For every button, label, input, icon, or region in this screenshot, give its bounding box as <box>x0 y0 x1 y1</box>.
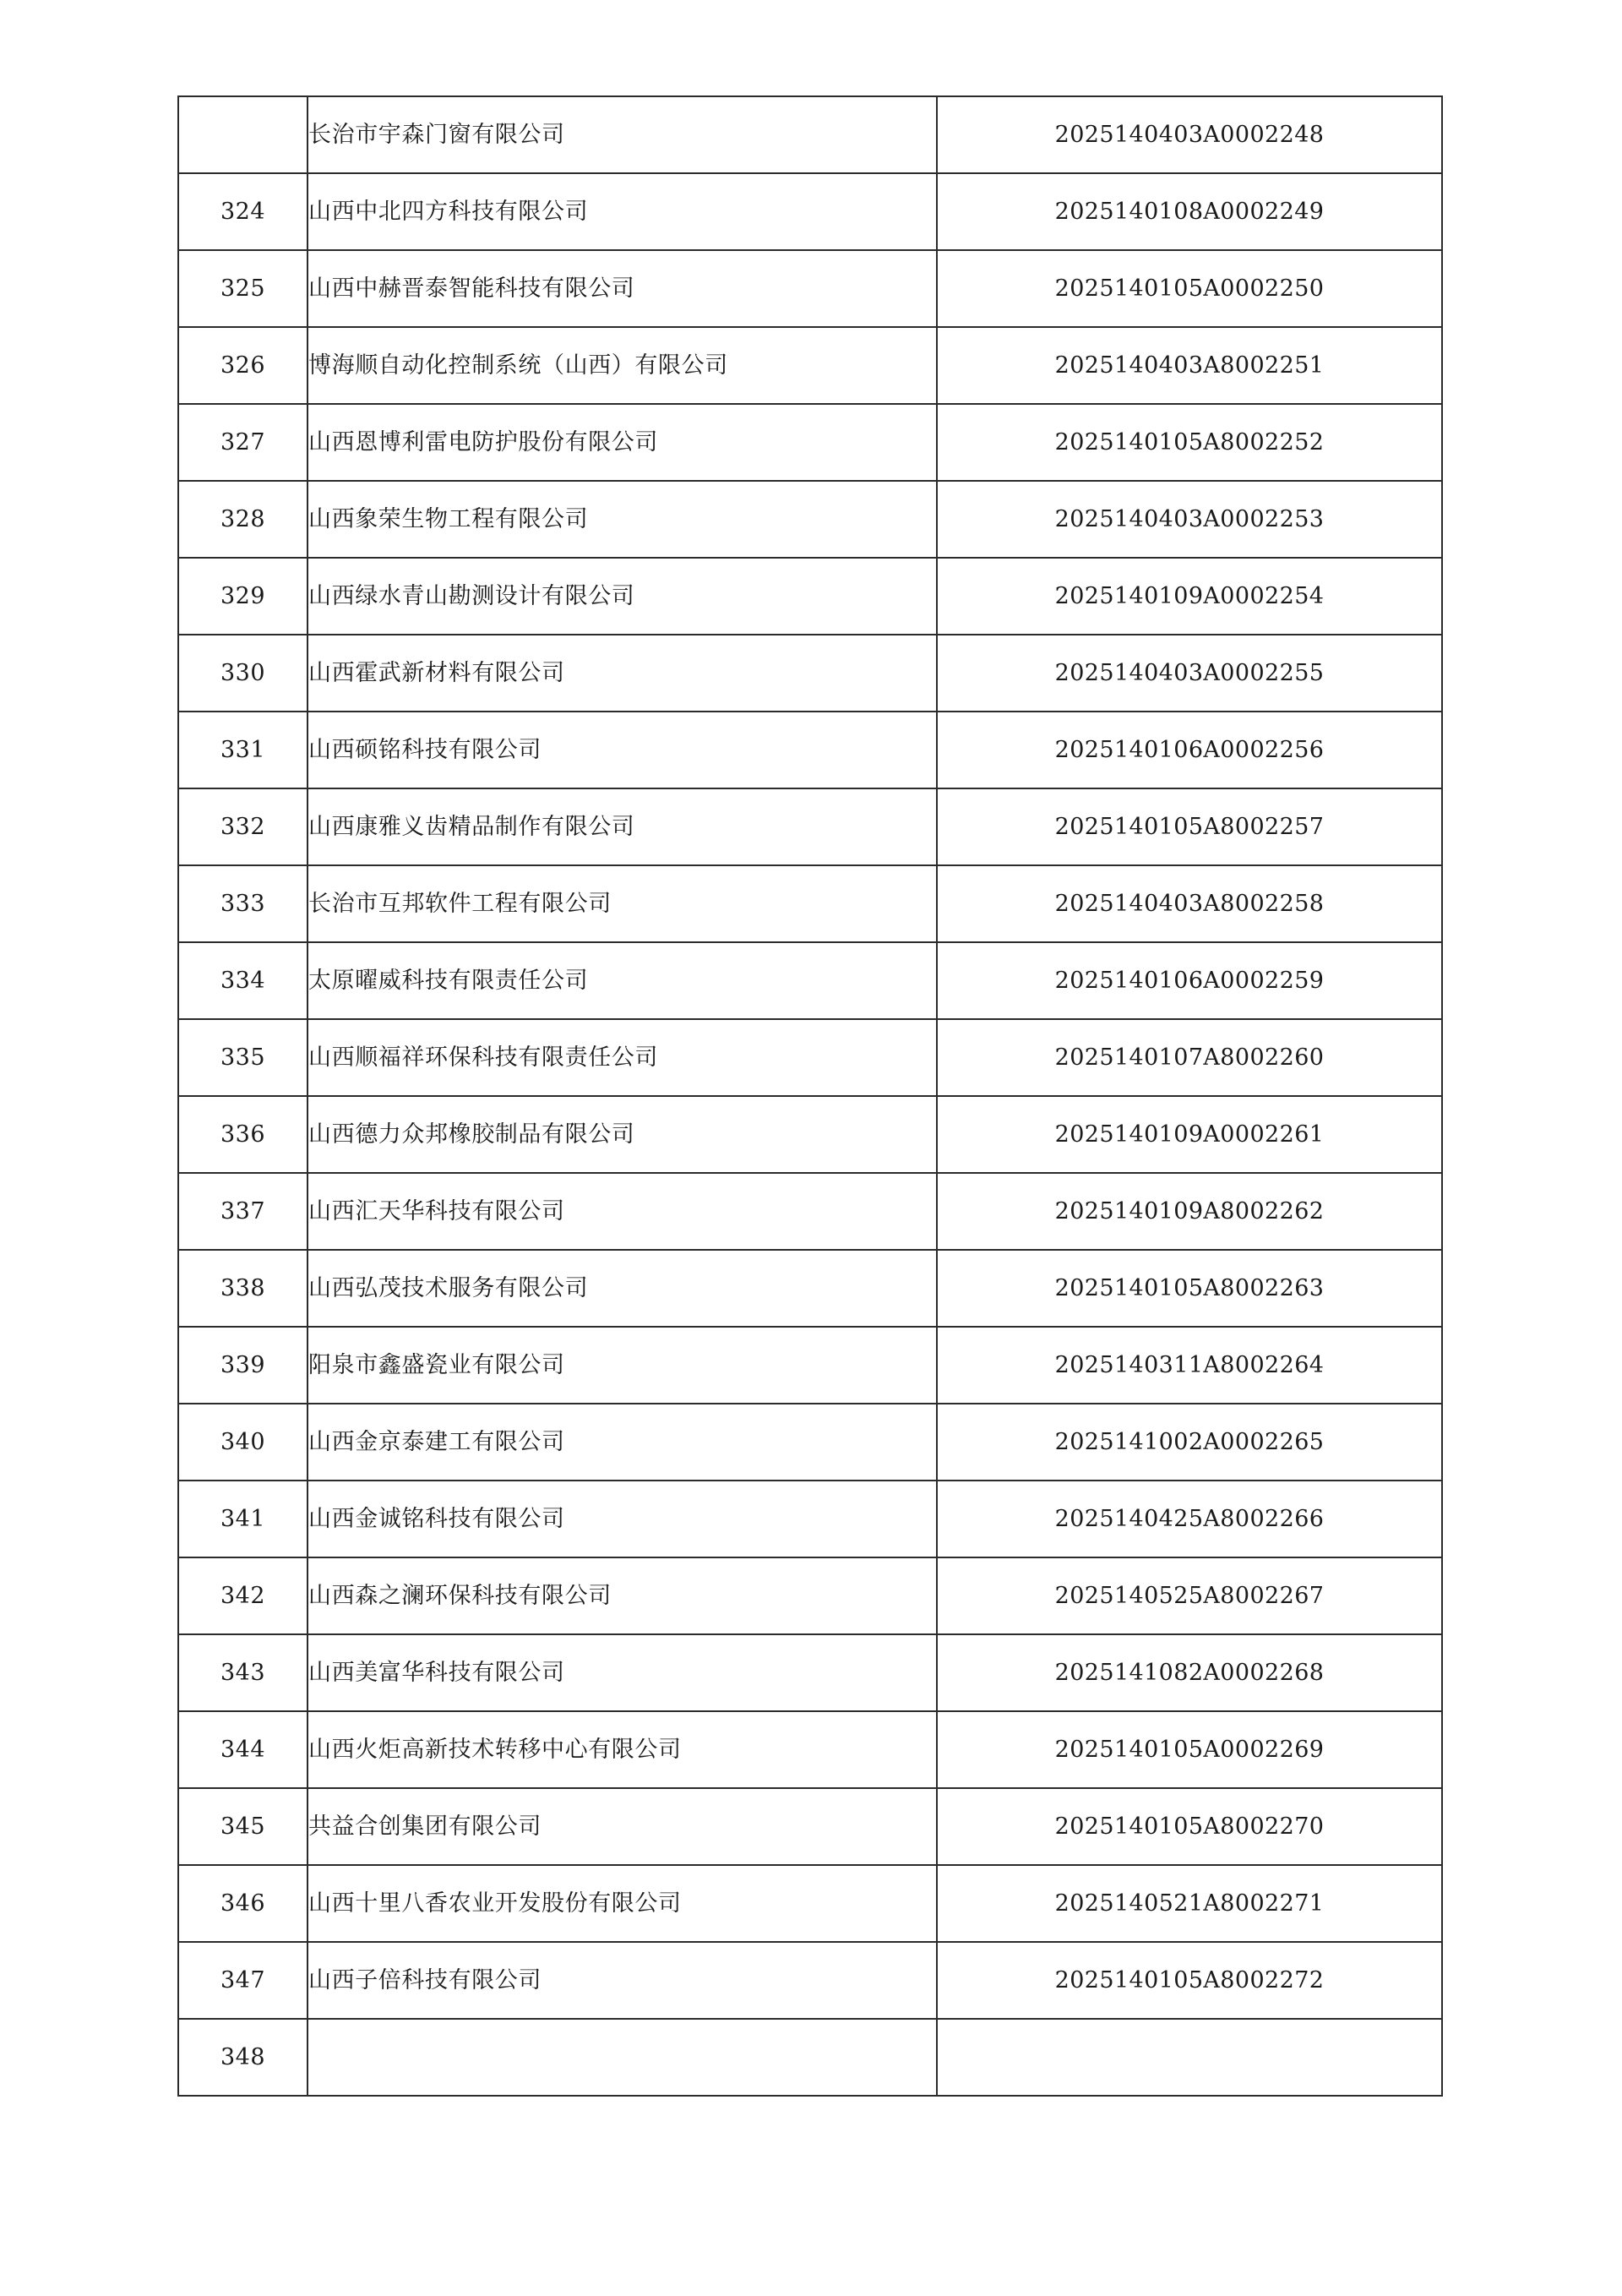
cell-code: 2025140109A0002261 <box>937 1096 1442 1173</box>
cell-seq: 328 <box>178 481 308 558</box>
table-row <box>178 1173 1442 1250</box>
cell-seq: 342 <box>178 1557 308 1634</box>
cell-name: 山西金京泰建工有限公司 <box>308 1404 937 1481</box>
table-row <box>178 481 1442 558</box>
cell-code: 2025141082A0002268 <box>937 1634 1442 1711</box>
cell-name: 长治市宇森门窗有限公司 <box>308 96 937 173</box>
cell-name: 阳泉市鑫盛瓷业有限公司 <box>308 1327 937 1404</box>
cell-name: 山西恩博利雷电防护股份有限公司 <box>308 404 937 481</box>
cell-seq: 332 <box>178 788 308 865</box>
cell-code: 2025140105A8002252 <box>937 404 1442 481</box>
cell-code: 2025140403A8002251 <box>937 327 1442 404</box>
cell-code: 2025140109A8002262 <box>937 1173 1442 1250</box>
cell-name: 山西顺福祥环保科技有限责任公司 <box>308 1019 937 1096</box>
table-row <box>178 1711 1442 1788</box>
table-row <box>178 1557 1442 1634</box>
cell-name: 山西康雅义齿精品制作有限公司 <box>308 788 937 865</box>
cell-seq: 336 <box>178 1096 308 1173</box>
cell-name: 山西硕铭科技有限公司 <box>308 712 937 788</box>
cell-seq: 325 <box>178 250 308 327</box>
table-row <box>178 1481 1442 1557</box>
table-row <box>178 788 1442 865</box>
cell-name: 山西象荣生物工程有限公司 <box>308 481 937 558</box>
cell-name: 山西中北四方科技有限公司 <box>308 173 937 250</box>
table-row <box>178 1096 1442 1173</box>
registration-table-body <box>178 96 1442 2096</box>
table-row <box>178 2019 1442 2096</box>
cell-seq: 341 <box>178 1481 308 1557</box>
cell-code: 2025140105A8002257 <box>937 788 1442 865</box>
cell-name: 山西火炬高新技术转移中心有限公司 <box>308 1711 937 1788</box>
table-row <box>178 327 1442 404</box>
cell-code: 2025140107A8002260 <box>937 1019 1442 1096</box>
cell-seq: 346 <box>178 1865 308 1942</box>
cell-code: 2025141002A0002265 <box>937 1404 1442 1481</box>
cell-name: 山西汇天华科技有限公司 <box>308 1173 937 1250</box>
cell-name: 太原曜威科技有限责任公司 <box>308 942 937 1019</box>
cell-seq: 333 <box>178 865 308 942</box>
table-row <box>178 1865 1442 1942</box>
cell-seq: 339 <box>178 1327 308 1404</box>
table-row <box>178 1250 1442 1327</box>
table-row <box>178 404 1442 481</box>
registration-table <box>177 95 1443 2097</box>
cell-name: 山西弘茂技术服务有限公司 <box>308 1250 937 1327</box>
table-row <box>178 250 1442 327</box>
cell-name: 山西十里八香农业开发股份有限公司 <box>308 1865 937 1942</box>
cell-code: 2025140105A8002263 <box>937 1250 1442 1327</box>
registration-table-container <box>177 95 1441 2097</box>
cell-seq <box>178 96 308 173</box>
cell-code: 2025140403A0002255 <box>937 635 1442 712</box>
cell-name: 博海顺自动化控制系统（山西）有限公司 <box>308 327 937 404</box>
cell-code: 2025140108A0002249 <box>937 173 1442 250</box>
cell-code: 2025140105A0002269 <box>937 1711 1442 1788</box>
cell-code <box>937 2019 1442 2096</box>
cell-seq: 340 <box>178 1404 308 1481</box>
cell-code: 2025140105A8002270 <box>937 1788 1442 1865</box>
table-row <box>178 96 1442 173</box>
cell-seq: 338 <box>178 1250 308 1327</box>
cell-seq: 337 <box>178 1173 308 1250</box>
cell-name: 山西子倍科技有限公司 <box>308 1942 937 2019</box>
cell-seq: 343 <box>178 1634 308 1711</box>
cell-seq: 329 <box>178 558 308 635</box>
table-row <box>178 1404 1442 1481</box>
cell-code: 2025140525A8002267 <box>937 1557 1442 1634</box>
cell-name: 山西霍武新材料有限公司 <box>308 635 937 712</box>
table-row <box>178 1327 1442 1404</box>
cell-name: 山西金诚铭科技有限公司 <box>308 1481 937 1557</box>
cell-seq: 334 <box>178 942 308 1019</box>
cell-code: 2025140425A8002266 <box>937 1481 1442 1557</box>
cell-name: 山西德力众邦橡胶制品有限公司 <box>308 1096 937 1173</box>
cell-name: 共益合创集团有限公司 <box>308 1788 937 1865</box>
table-row <box>178 712 1442 788</box>
cell-code: 2025140109A0002254 <box>937 558 1442 635</box>
table-row <box>178 865 1442 942</box>
cell-name: 山西中赫晋泰智能科技有限公司 <box>308 250 937 327</box>
cell-name: 山西森之澜环保科技有限公司 <box>308 1557 937 1634</box>
cell-code: 2025140403A0002253 <box>937 481 1442 558</box>
cell-name <box>308 2019 937 2096</box>
cell-code: 2025140105A8002272 <box>937 1942 1442 2019</box>
cell-code: 2025140106A0002256 <box>937 712 1442 788</box>
cell-code: 2025140311A8002264 <box>937 1327 1442 1404</box>
cell-seq: 330 <box>178 635 308 712</box>
cell-name: 长治市互邦软件工程有限公司 <box>308 865 937 942</box>
cell-code: 2025140105A0002250 <box>937 250 1442 327</box>
cell-seq: 331 <box>178 712 308 788</box>
table-row <box>178 1019 1442 1096</box>
cell-seq: 326 <box>178 327 308 404</box>
cell-seq: 348 <box>178 2019 308 2096</box>
table-row <box>178 942 1442 1019</box>
table-row <box>178 558 1442 635</box>
table-row <box>178 635 1442 712</box>
cell-seq: 345 <box>178 1788 308 1865</box>
cell-seq: 344 <box>178 1711 308 1788</box>
cell-name: 山西绿水青山勘测设计有限公司 <box>308 558 937 635</box>
cell-code: 2025140106A0002259 <box>937 942 1442 1019</box>
table-row <box>178 173 1442 250</box>
cell-code: 2025140403A8002258 <box>937 865 1442 942</box>
table-row <box>178 1788 1442 1865</box>
table-row <box>178 1634 1442 1711</box>
cell-name: 山西美富华科技有限公司 <box>308 1634 937 1711</box>
cell-seq: 324 <box>178 173 308 250</box>
cell-seq: 335 <box>178 1019 308 1096</box>
table-row <box>178 1942 1442 2019</box>
cell-code: 2025140403A0002248 <box>937 96 1442 173</box>
cell-seq: 327 <box>178 404 308 481</box>
cell-seq: 347 <box>178 1942 308 2019</box>
cell-code: 2025140521A8002271 <box>937 1865 1442 1942</box>
